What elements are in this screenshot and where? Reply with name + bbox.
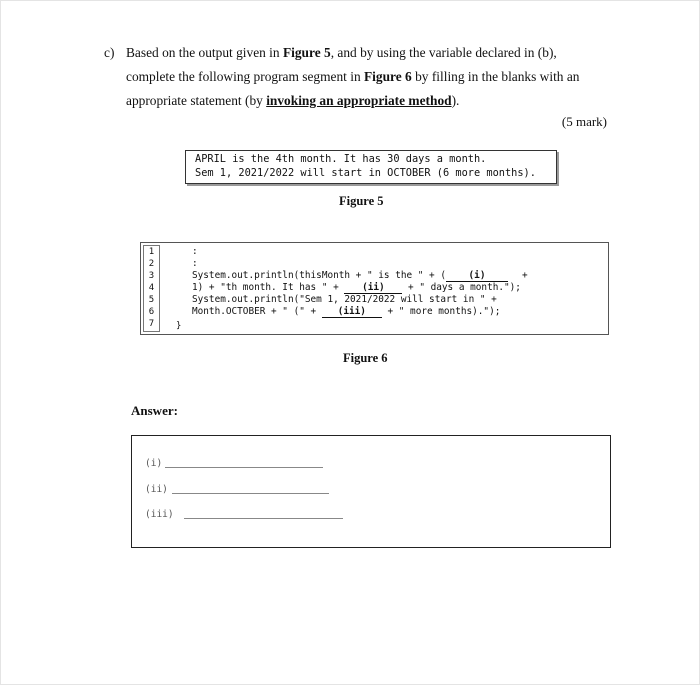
code-line-3 bbox=[192, 270, 528, 282]
code-text: + " more months)."); bbox=[381, 306, 501, 317]
line-number: 5 bbox=[148, 295, 155, 305]
q1-text-c: , and by using the variable declared in (b), bbox=[330, 45, 557, 60]
q3-text-a: appropriate statement (by bbox=[126, 93, 267, 108]
q3-text-c: ). bbox=[451, 93, 460, 108]
blank-ii: (ii) bbox=[344, 283, 402, 294]
line-number: 7 bbox=[148, 319, 155, 329]
figure6-caption: Figure 6 bbox=[343, 351, 388, 365]
answer-item-iii: (iii) bbox=[145, 509, 174, 520]
q1-text-a: Based on the output given in bbox=[126, 45, 283, 60]
line-number: 1 bbox=[148, 247, 155, 257]
code-line-6 bbox=[192, 306, 500, 318]
answer-line-i[interactable] bbox=[165, 467, 323, 468]
line-number-gutter bbox=[143, 245, 160, 332]
q2-figure-ref: Figure 6 bbox=[364, 69, 412, 84]
output-line-1: APRIL is the 4th month. It has 30 days a month. bbox=[195, 153, 487, 165]
closing-brace: } bbox=[176, 321, 182, 331]
blank-i: (i) bbox=[446, 271, 508, 282]
answer-item-ii: (ii) bbox=[145, 484, 168, 495]
marks-label: (5 mark) bbox=[561, 114, 607, 129]
code-line-4 bbox=[192, 282, 521, 294]
q2-text-c: by filling in the blanks with an bbox=[411, 69, 580, 84]
q3-emphasis: invoking an appropriate method bbox=[266, 93, 452, 108]
line-number: 3 bbox=[148, 271, 155, 281]
code-text: + " days a month."); bbox=[402, 282, 521, 293]
q1-figure-ref: Figure 5 bbox=[282, 45, 331, 60]
output-line-2: Sem 1, 2021/2022 will start in OCTOBER (6 more months). bbox=[195, 166, 536, 179]
answer-box bbox=[131, 435, 611, 548]
figure5-output-box bbox=[185, 150, 557, 184]
answer-line-ii[interactable] bbox=[172, 493, 329, 494]
code-text: 1) + "th month. It has " + bbox=[192, 282, 345, 293]
q2-text-a: complete the following program segment in bbox=[126, 69, 364, 84]
answer-line-iii[interactable] bbox=[184, 518, 343, 519]
code-ellipsis-2: : bbox=[192, 258, 198, 269]
figure5-caption: Figure 5 bbox=[339, 194, 384, 208]
blank-iii: (iii) bbox=[322, 307, 382, 318]
line-number: 6 bbox=[148, 307, 155, 317]
code-ellipsis-1: : bbox=[192, 246, 198, 257]
code-text: + bbox=[522, 270, 528, 281]
code-text: System.out.println(thisMonth + " is the " + ( bbox=[192, 270, 446, 281]
question-line-3 bbox=[126, 89, 459, 113]
line-number: 2 bbox=[148, 259, 155, 269]
answer-label: Answer: bbox=[131, 403, 178, 418]
answer-item-i: (i) bbox=[145, 458, 163, 469]
question-line-1 bbox=[126, 41, 557, 65]
question-line-2 bbox=[126, 65, 579, 89]
question-label: c) bbox=[104, 45, 115, 60]
figure6-code-box bbox=[140, 242, 609, 335]
code-line-5: System.out.println("Sem 1, 2021/2022 will start in " + bbox=[192, 294, 497, 305]
line-number: 4 bbox=[148, 283, 155, 293]
code-text: Month.OCTOBER + " (" + bbox=[192, 306, 322, 317]
